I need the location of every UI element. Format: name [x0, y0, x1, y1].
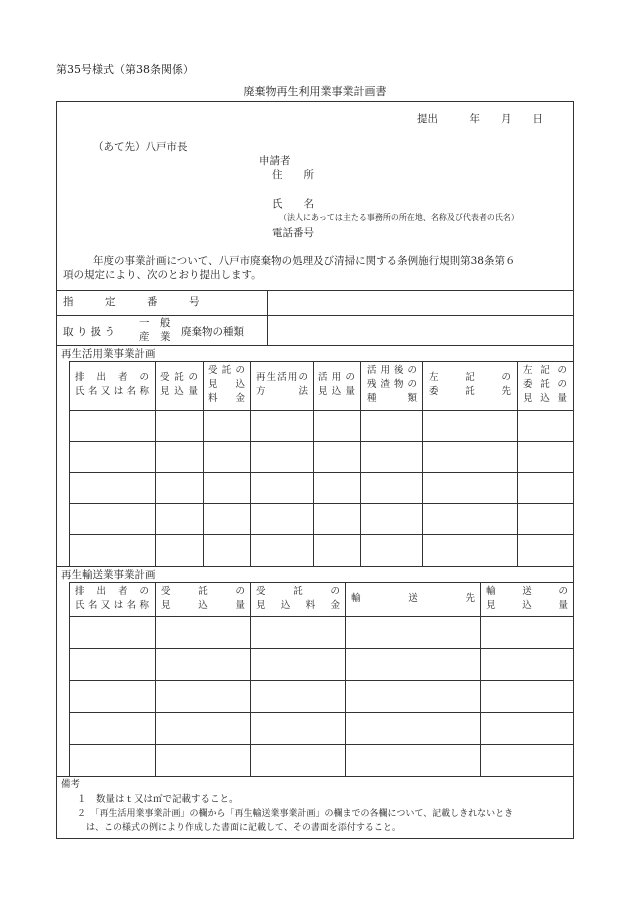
form-frame — [56, 101, 574, 839]
name-note: （法人にあっては主たる事務所の所在地、名称及び代表者の氏名） — [279, 213, 519, 222]
waste-type-general: 一 般 — [139, 317, 171, 329]
transport-col-header-1: 排 出 者 の 氏名又は名称 — [75, 586, 149, 611]
waste-type-industrial: 産 業 — [139, 331, 171, 343]
recipient-label: （あて先）八戸市長 — [93, 141, 188, 153]
transport-plan-title: 再生輸送業事業計画 — [61, 569, 156, 581]
transport-col-header-4: 輸 送 先 — [351, 593, 475, 604]
recycling-col-header-8: 左記の 委託の 見込量 — [523, 365, 567, 404]
recycling-col-header-4: 再生活用の 方 法 — [256, 372, 308, 397]
transport-col-header-3: 受 託 の 見 込 料 金 — [256, 586, 340, 611]
recycling-col-header-7: 左 記 の 委 託 先 — [429, 372, 511, 397]
note-item-1: １ 数量はｔ又は㎥で記載すること。 — [77, 794, 239, 805]
recycling-col-header-3: 受託の 見 込 料 金 — [208, 365, 245, 404]
address-label: 住 所 — [272, 169, 314, 181]
submission-date-label: 提出 年 月 日 — [417, 113, 543, 125]
notes-heading: 備考 — [61, 779, 81, 790]
waste-type-suffix: 廃棄物の種類 — [181, 326, 244, 338]
note-item-2-continued: は、この様式の例により作成した書面に記載して、その書面を添付すること。 — [77, 823, 401, 833]
transport-col-header-5: 輸 送 の 見 込 量 — [486, 586, 568, 611]
recycling-plan-title: 再生活用業事業計画 — [61, 348, 156, 360]
waste-type-prefix: 取 り 扱 う — [63, 326, 116, 338]
recycling-col-header-5: 活用の 見込量 — [318, 372, 355, 397]
phone-label: 電話番号 — [272, 227, 314, 239]
name-label: 氏 名 — [272, 198, 314, 210]
statement-line-2: 項の規定により、次のとおり提出します。 — [63, 269, 262, 281]
statement-line-1: 年度の事業計画について、八戸市廃棄物の処理及び清掃に関する条例施行規則第38条第６ — [93, 255, 516, 267]
applicant-label: 申請者 — [259, 155, 291, 167]
note-item-2: ２ 「再生活用業事業計画」の欄から「再生輸送業事業計画」の欄までの各欄について、記載しきれないとき — [77, 809, 514, 819]
recycling-col-header-6: 活用後の 残渣物の 種 類 — [367, 365, 417, 404]
transport-col-header-2: 受 託 の 見 込 量 — [161, 586, 245, 611]
recycling-col-header-2: 受託の 見込量 — [160, 372, 198, 397]
recycling-col-header-1: 排 出 者 の 氏名又は名称 — [75, 372, 149, 397]
form-code: 第35号様式（第38条関係） — [56, 63, 194, 76]
designation-label: 指 定 番 号 — [63, 296, 200, 308]
form-title: 廃棄物再生利用業事業計画書 — [243, 85, 387, 98]
